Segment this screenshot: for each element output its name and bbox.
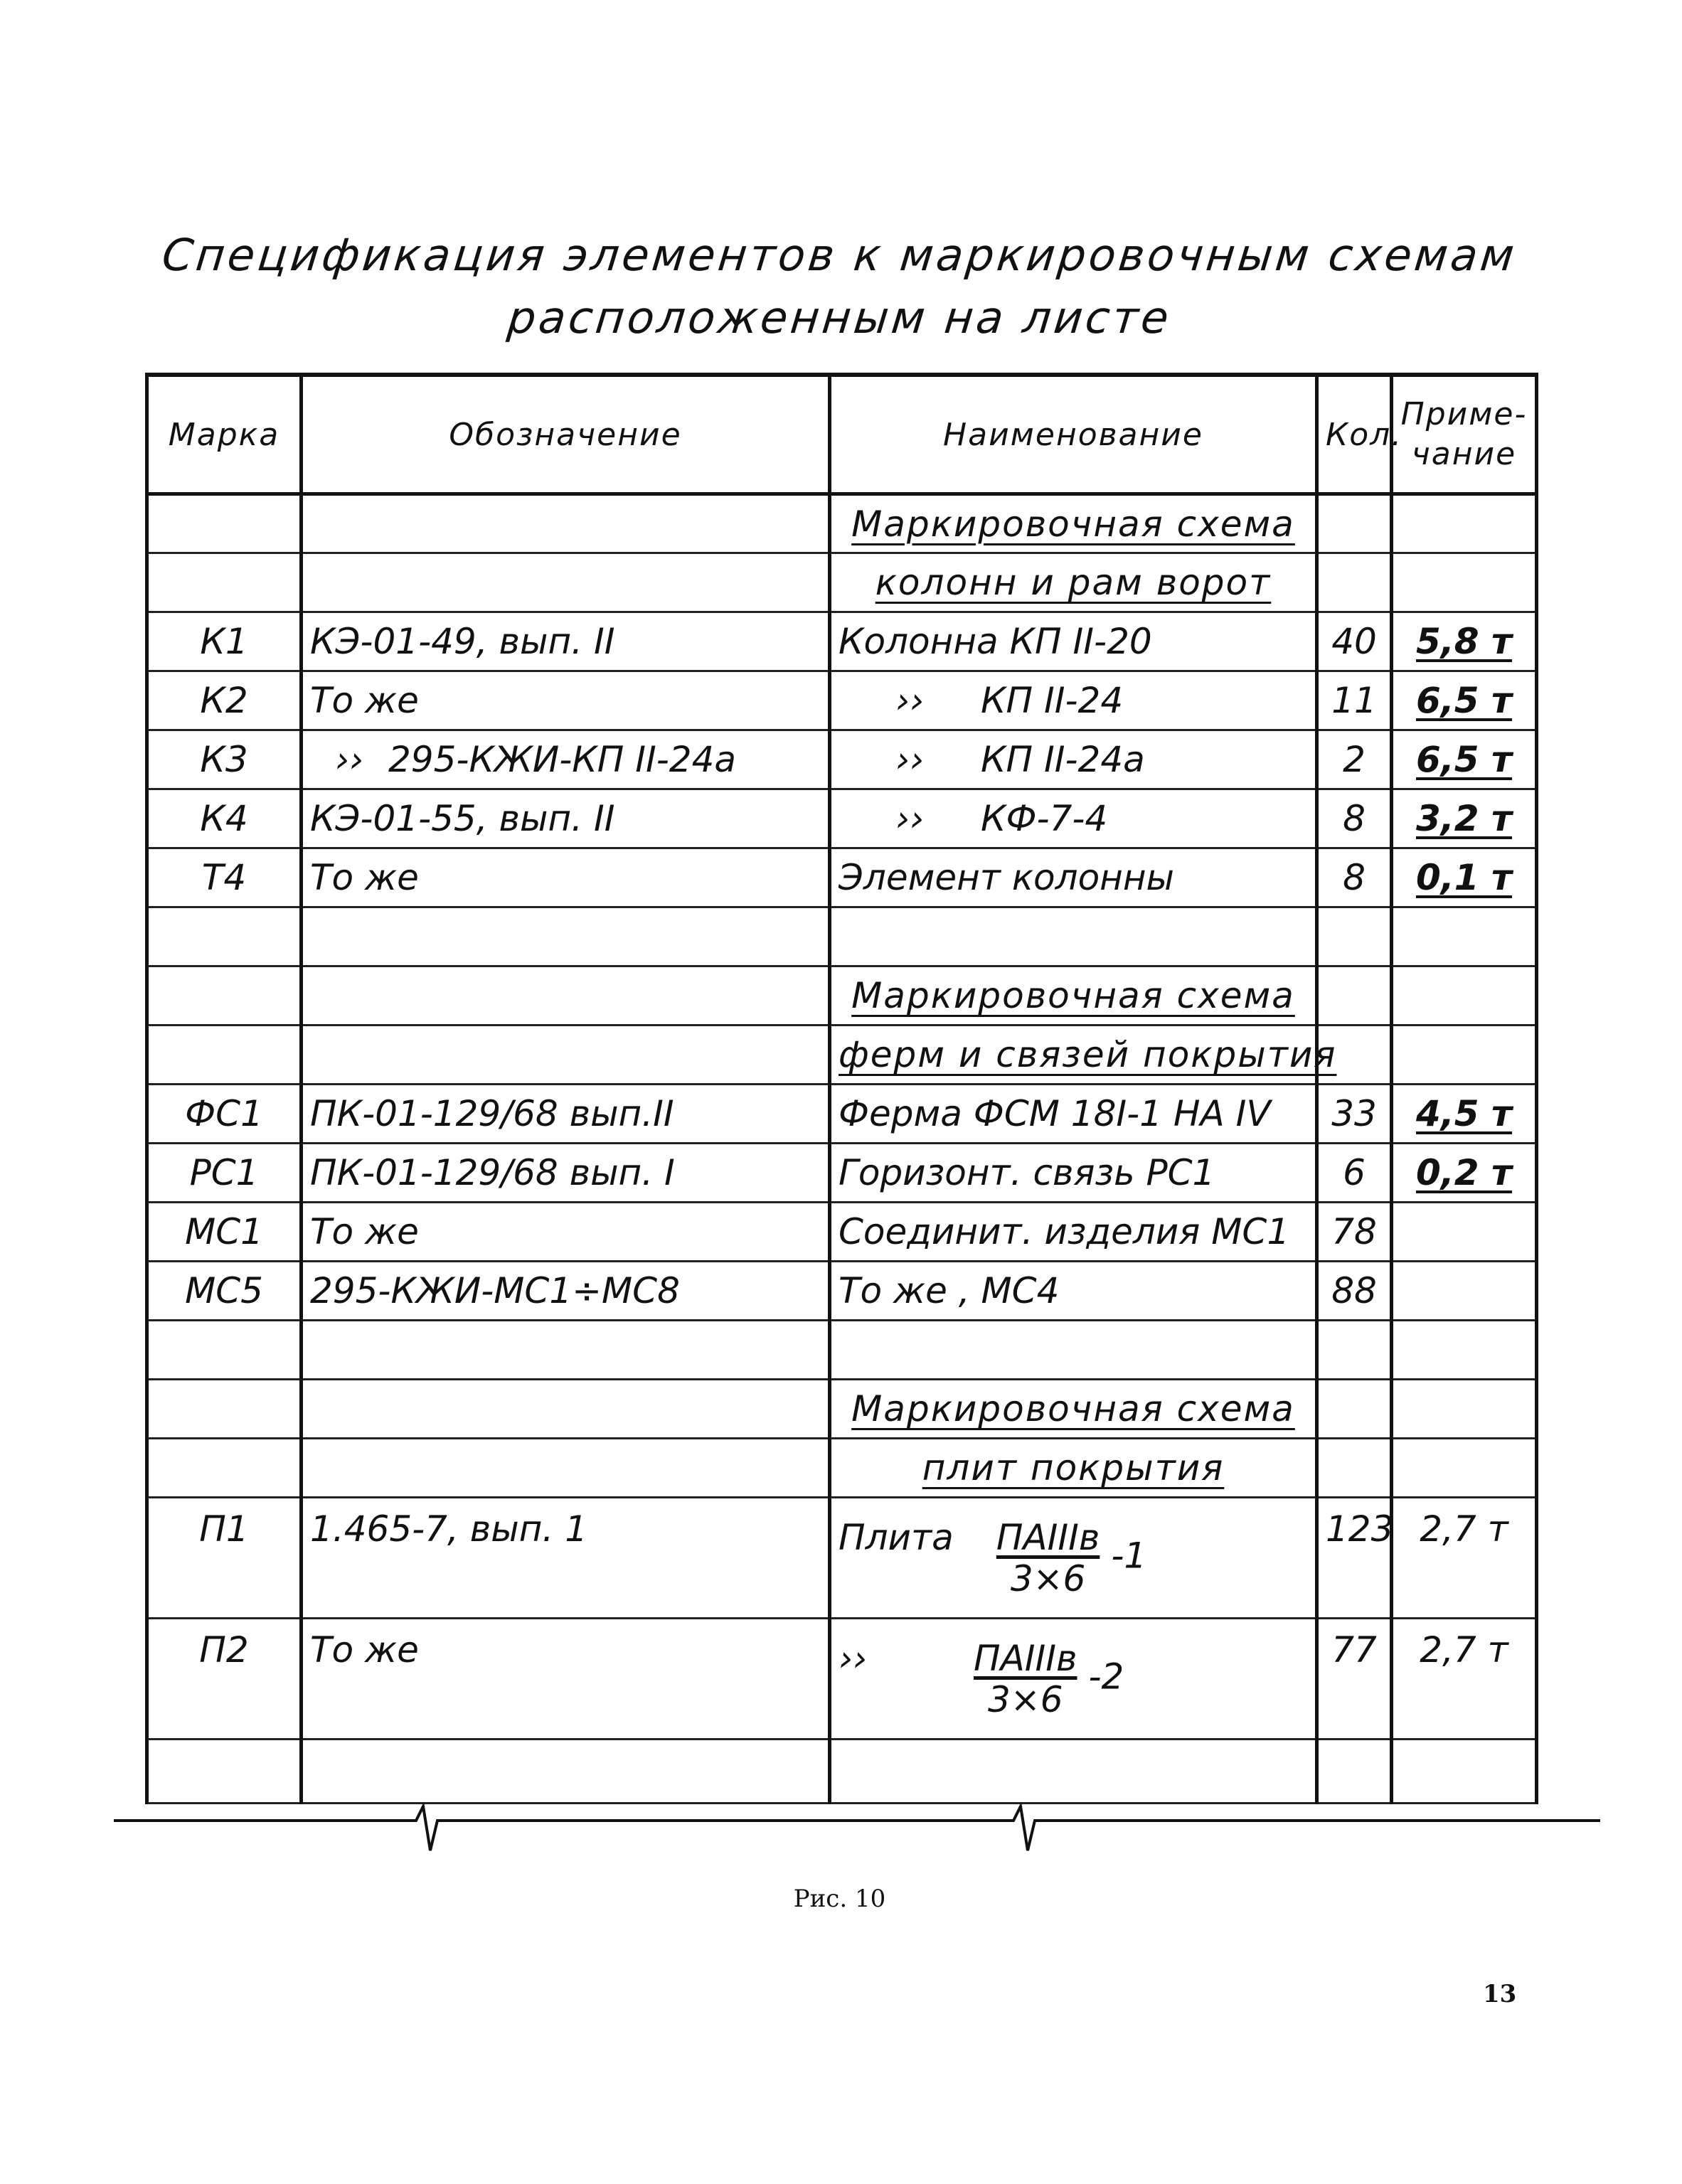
cell-oboznachenie: КЭ-01-49, вып. II — [302, 612, 830, 671]
table-row — [147, 1026, 1537, 1085]
fraction-denominator: 3×6 — [987, 1678, 1063, 1720]
cell-marka: РС1 — [147, 1144, 302, 1203]
header-primechanie-line2: чание — [1411, 436, 1517, 472]
cell-note — [1392, 1203, 1537, 1262]
cell-marka: П1 — [147, 1498, 302, 1619]
cell-note: 0,2 т — [1416, 1152, 1512, 1193]
section-heading: Маркировочная схема — [851, 503, 1295, 545]
table-row — [147, 966, 1537, 1026]
break-line — [114, 1806, 1600, 1863]
ditto-mark: ›› — [895, 798, 924, 839]
cell-marka: К3 — [147, 730, 302, 789]
fraction-denominator: 3×6 — [1010, 1557, 1086, 1599]
cell-oboznachenie: КЭ-01-55, вып. II — [302, 789, 830, 848]
section-heading: Маркировочная схема — [851, 975, 1295, 1016]
cell-kol: 123 — [1317, 1498, 1392, 1619]
header-oboznachenie: Обозначение — [302, 375, 830, 494]
table-row — [147, 907, 1537, 966]
cell-kol: 78 — [1317, 1203, 1392, 1262]
cell-note: 2,7 т — [1392, 1619, 1537, 1740]
cell-naimenovanie: Элемент колонны — [830, 848, 1317, 907]
cell-oboznachenie: ПК-01-129/68 вып.II — [302, 1085, 830, 1144]
section-heading: плит покрытия — [922, 1447, 1225, 1488]
cell-note: 6,5 т — [1416, 739, 1512, 780]
table-row — [147, 1321, 1537, 1380]
cell-oboznachenie: То же — [302, 671, 830, 730]
cell-note: 4,5 т — [1416, 1093, 1512, 1134]
table-row — [147, 612, 1537, 671]
cell-kol: 8 — [1317, 848, 1392, 907]
header-marka: Марка — [147, 375, 302, 494]
cell-kol: 88 — [1317, 1262, 1392, 1321]
cell-oboznachenie: 1.465-7, вып. 1 — [302, 1498, 830, 1619]
ditto-mark: ›› — [335, 739, 363, 780]
cell-kol: 77 — [1317, 1619, 1392, 1740]
fraction-numerator: ПАIIIв — [974, 1637, 1077, 1679]
cell-marka: К2 — [147, 671, 302, 730]
cell-naimenovanie-text: КП II-24 — [981, 680, 1124, 721]
cell-kol: 11 — [1317, 671, 1392, 730]
cell-oboznachenie — [302, 730, 830, 789]
section-heading: ферм и связей покрытия — [839, 1034, 1337, 1075]
cell-naimenovanie — [830, 671, 1317, 730]
header-kol: Кол. — [1317, 375, 1392, 494]
cell-naimenovanie: Колонна КП II-20 — [830, 612, 1317, 671]
cell-naimenovanie — [830, 1619, 1317, 1740]
mark-suffix: -1 — [1111, 1535, 1147, 1576]
table-row — [147, 1203, 1537, 1262]
ditto-mark: ›› — [895, 739, 924, 780]
header-primechanie-line1: Приме- — [1400, 396, 1528, 432]
cell-note: 6,5 т — [1416, 680, 1512, 721]
cell-naimenovanie: То же , МС4 — [830, 1262, 1317, 1321]
cell-kol: 8 — [1317, 789, 1392, 848]
cell-note: 5,8 т — [1416, 621, 1512, 662]
figure-caption: Рис. 10 — [793, 1885, 886, 1913]
cell-note: 2,7 т — [1392, 1498, 1537, 1619]
cell-naimenovanie: Горизонт. связь РС1 — [830, 1144, 1317, 1203]
table-header — [147, 375, 1537, 494]
table-row — [147, 671, 1537, 730]
cell-oboznachenie: То же — [302, 1203, 830, 1262]
cell-oboznachenie-text: 295-КЖИ-КП II-24а — [388, 739, 737, 780]
page-subtitle: расположенным на листе — [505, 292, 1174, 343]
cell-marka: К4 — [147, 789, 302, 848]
table-row — [147, 494, 1537, 553]
table-row — [147, 1498, 1537, 1619]
header-primechanie — [1392, 375, 1537, 494]
cell-naimenovanie — [830, 730, 1317, 789]
cell-naimenovanie: Соединит. изделия МС1 — [830, 1203, 1317, 1262]
cell-note — [1392, 1262, 1537, 1321]
cell-naimenovanie — [830, 789, 1317, 848]
mark-suffix: -2 — [1088, 1656, 1124, 1697]
section-heading: колонн и рам ворот — [875, 562, 1272, 603]
table-row — [147, 1144, 1537, 1203]
cell-marka: МС5 — [147, 1262, 302, 1321]
fraction — [974, 1638, 1077, 1720]
cell-marka: Т4 — [147, 848, 302, 907]
page-title: Спецификация элементов к маркировочным схемам — [159, 229, 1520, 281]
fraction-numerator: ПАIIIв — [996, 1516, 1100, 1558]
cell-kol: 2 — [1317, 730, 1392, 789]
specification-table — [145, 373, 1538, 1804]
page-number: 13 — [1483, 1980, 1517, 2008]
table-row — [147, 1085, 1537, 1144]
cell-note: 3,2 т — [1416, 798, 1512, 839]
cell-naimenovanie — [830, 1498, 1317, 1619]
cell-marka: ФС1 — [147, 1085, 302, 1144]
cell-oboznachenie: То же — [302, 848, 830, 907]
cell-oboznachenie: 295-КЖИ-МС1÷МС8 — [302, 1262, 830, 1321]
table-row — [147, 1439, 1537, 1498]
cell-kol: 33 — [1317, 1085, 1392, 1144]
table-row — [147, 848, 1537, 907]
table-row — [147, 789, 1537, 848]
table-row — [147, 1619, 1537, 1740]
cell-kol: 6 — [1317, 1144, 1392, 1203]
cell-naimenovanie-text: Плита — [839, 1516, 954, 1558]
cell-naimenovanie-text: КП II-24а — [981, 739, 1145, 780]
cell-marka: МС1 — [147, 1203, 302, 1262]
ditto-mark: ›› — [839, 1637, 867, 1679]
ditto-mark: ›› — [895, 680, 924, 721]
fraction — [996, 1517, 1100, 1599]
cell-note: 0,1 т — [1416, 857, 1512, 898]
section-heading: Маркировочная схема — [851, 1388, 1295, 1429]
header-naimenovanie: Наименование — [830, 375, 1317, 494]
table-row — [147, 1262, 1537, 1321]
table-row — [147, 553, 1537, 612]
table-row — [147, 1380, 1537, 1439]
cell-marka: К1 — [147, 612, 302, 671]
cell-marka: П2 — [147, 1619, 302, 1740]
table-row — [147, 1740, 1537, 1804]
cell-oboznachenie: ПК-01-129/68 вып. I — [302, 1144, 830, 1203]
table-row — [147, 730, 1537, 789]
cell-oboznachenie: То же — [302, 1619, 830, 1740]
cell-naimenovanie-text: КФ-7-4 — [981, 798, 1108, 839]
cell-kol: 40 — [1317, 612, 1392, 671]
cell-naimenovanie: Ферма ФСМ 18I-1 НА IV — [830, 1085, 1317, 1144]
